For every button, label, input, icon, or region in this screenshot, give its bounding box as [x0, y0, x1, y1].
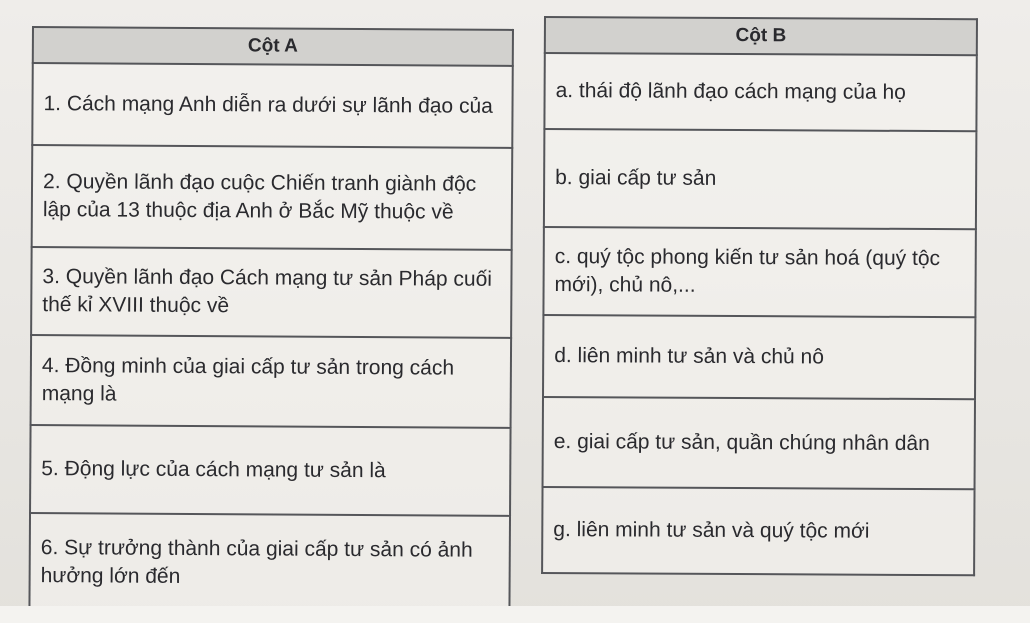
column-b-item-c: c. quý tộc phong kiến tư sản hoá (quý tộc mới), chủ nô,...: [543, 227, 975, 317]
column-b-item-e: e. giai cấp tư sản, quần chúng nhân dân: [543, 397, 975, 489]
column-a-header: Cột A: [33, 27, 513, 66]
column-b-header: Cột B: [545, 17, 977, 55]
column-a-item-5: 5. Động lực của cách mạng tư sản là: [30, 425, 511, 516]
column-b-item-a: a. thái độ lãnh đạo cách mạng của họ: [544, 53, 976, 131]
column-b-item-d: d. liên minh tư sản và chủ nô: [543, 315, 975, 399]
column-a-item-3: 3. Quyền lãnh đạo Cách mạng tư sản Pháp cuối thế kỉ XVIII thuộc về: [31, 247, 512, 338]
page-bottom-edge: [0, 606, 1030, 623]
column-a-table: [28, 26, 514, 615]
column-b-table: [541, 16, 978, 576]
column-b-item-g: g. liên minh tư sản và quý tộc mới: [542, 487, 974, 575]
column-b-item-b: b. giai cấp tư sản: [544, 129, 977, 229]
column-a-item-1: 1. Cách mạng Anh diễn ra dưới sự lãnh đạo của: [32, 63, 512, 148]
column-a-item-6: 6. Sự trưởng thành của giai cấp tư sản có ảnh hưởng lớn đến: [29, 513, 510, 614]
column-a-item-4: 4. Đồng minh của giai cấp tư sản trong cách mạng là: [31, 335, 512, 428]
column-a-item-2: 2. Quyền lãnh đạo cuộc Chiến tranh giành độc lập của 13 thuộc địa Anh ở Bắc Mỹ thuộc về: [32, 145, 513, 250]
